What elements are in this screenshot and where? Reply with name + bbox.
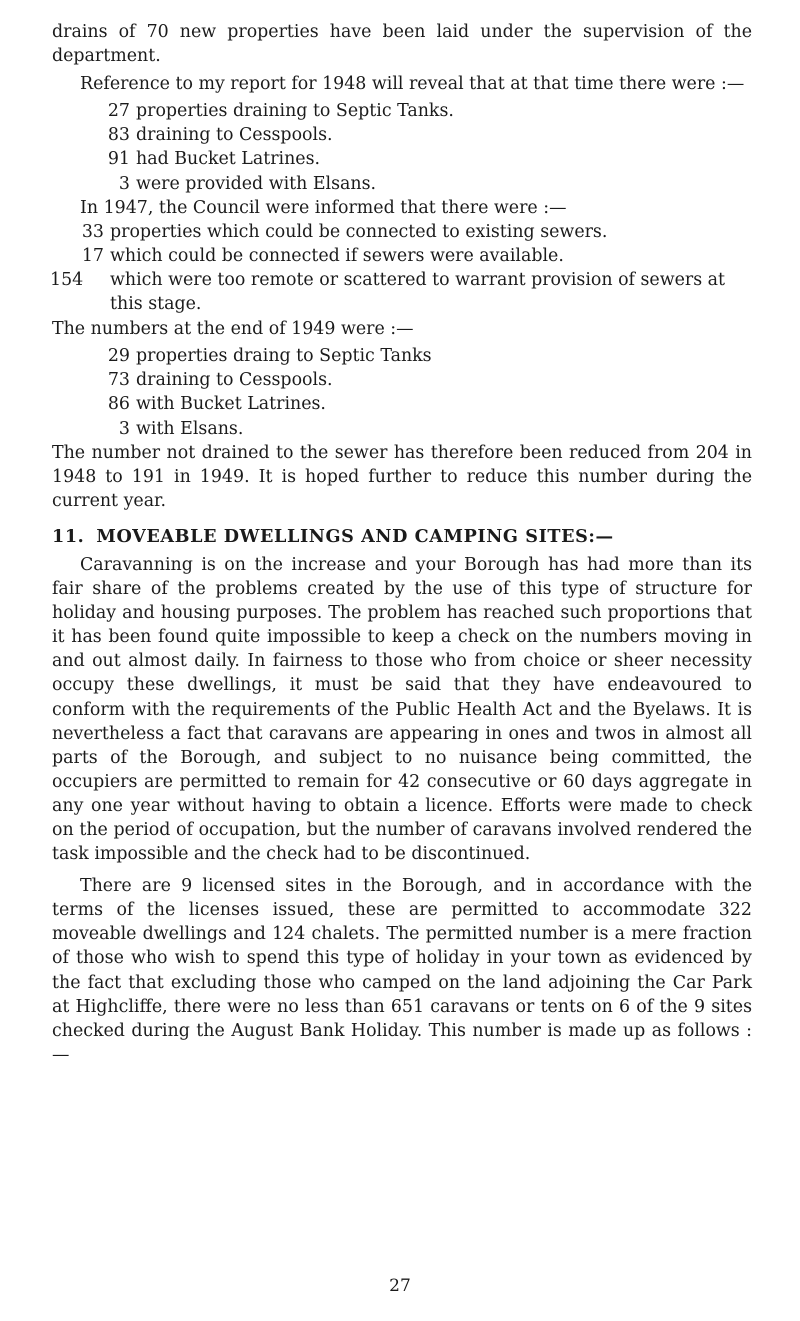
item-text: properties draing to Septic Tanks: [136, 346, 432, 367]
item-text: were provided with Elsans.: [136, 173, 377, 194]
numbers-1949-list: [52, 344, 752, 440]
item-text: draining to Cesspools.: [136, 370, 333, 391]
section-heading: [52, 525, 752, 549]
item-number: 83: [107, 125, 130, 146]
report-1948-list: [52, 99, 752, 195]
item-text: properties which could be connected to existing sewers.: [110, 221, 608, 242]
numbers-1949-lead: The numbers at the end of 1949 were :—: [52, 319, 414, 340]
intro-paragraph: drains of 70 new properties have been laid under the supervision of the department.: [52, 22, 752, 67]
item-number: 3: [118, 418, 130, 439]
list-item: [52, 244, 752, 268]
item-number: 91: [107, 149, 130, 170]
council-1947-list: [52, 220, 752, 316]
item-number: 73: [107, 370, 130, 391]
item-text: had Bucket Latrines.: [136, 149, 321, 170]
item-text: with Bucket Latrines.: [136, 394, 326, 415]
item-text: which could be connected if sewers were available.: [110, 245, 564, 266]
item-text: with Elsans.: [136, 418, 244, 439]
item-number: 86: [107, 394, 130, 415]
report-1948-lead: Reference to my report for 1948 will reveal that at that time there were :—: [80, 74, 745, 95]
list-item: [52, 147, 752, 171]
item-number: 3: [118, 173, 130, 194]
list-item: [52, 123, 752, 147]
item-text: properties draining to Septic Tanks.: [136, 101, 454, 122]
list-item: [52, 268, 752, 316]
list-item: [52, 172, 752, 196]
list-item: [52, 99, 752, 123]
section-paragraph-1: Caravanning is on the increase and your Borough has had more than its fair share of the problems created by the use of this type of structure for holiday and housing purposes. The problem has reached such proportions that it has been found quite impossible to keep a check on the numbers moving in and out almost daily. In fairness to those who from choice or sheer necessity occupy these dwellings, it must be said that they have endeavoured to conform with the requirements of the Public Health Act and the Byelaws. It is nevertheless a fact that caravans are appearing in ones and twos in almost all parts of the Borough, and subject to no nuisance being committed, the occupiers are permitted to remain for 42 consecutive or 60 days aggregate in any one year without having to obtain a licence. Efforts were made to check on the period of occupation, but the number of caravans involved rendered the task impossible and the check had to be discontinued.: [52, 554, 752, 865]
list-item: [52, 392, 752, 416]
document-page: [52, 20, 752, 1067]
list-item: [52, 220, 752, 244]
section-paragraph-2: There are 9 licensed sites in the Borough, and in accordance with the terms of the licenses issued, these are permitted to accommodate 322 moveable dwellings and 124 chalets. The permitted number is a mere fraction of those who wish to spend this type of holiday in your town as evidenced by the fact that excluding those who camped on the land adjoining the Car Park at Highcliffe, there were no less than 651 caravans or tents on 6 of the 9 sites checked during the August Bank Holiday. This number is made up as follows :—: [52, 876, 752, 1065]
item-number: 27: [107, 101, 130, 122]
item-number: 29: [107, 346, 130, 367]
item-number: 154: [50, 269, 84, 290]
page-number: 27: [389, 1276, 411, 1296]
item-text: which were too remote or scattered to warrant provision of sewers at this stage.: [110, 269, 726, 315]
section-number: 11.: [52, 525, 85, 547]
council-1947-lead: In 1947, the Council were informed that there were :—: [80, 197, 567, 218]
item-number: 17: [81, 245, 104, 266]
list-item: [52, 417, 752, 441]
numbers-1949-summary: The number not drained to the sewer has therefore been reduced from 204 in 1948 to 191 in 1949. It is hoped further to reduce this number during the current year.: [52, 442, 752, 511]
item-number: 33: [81, 221, 104, 242]
section-title: MOVEABLE DWELLINGS AND CAMPING SITES:—: [96, 525, 614, 547]
list-item: [52, 368, 752, 392]
list-item: [52, 344, 752, 368]
item-text: draining to Cesspools.: [136, 125, 333, 146]
